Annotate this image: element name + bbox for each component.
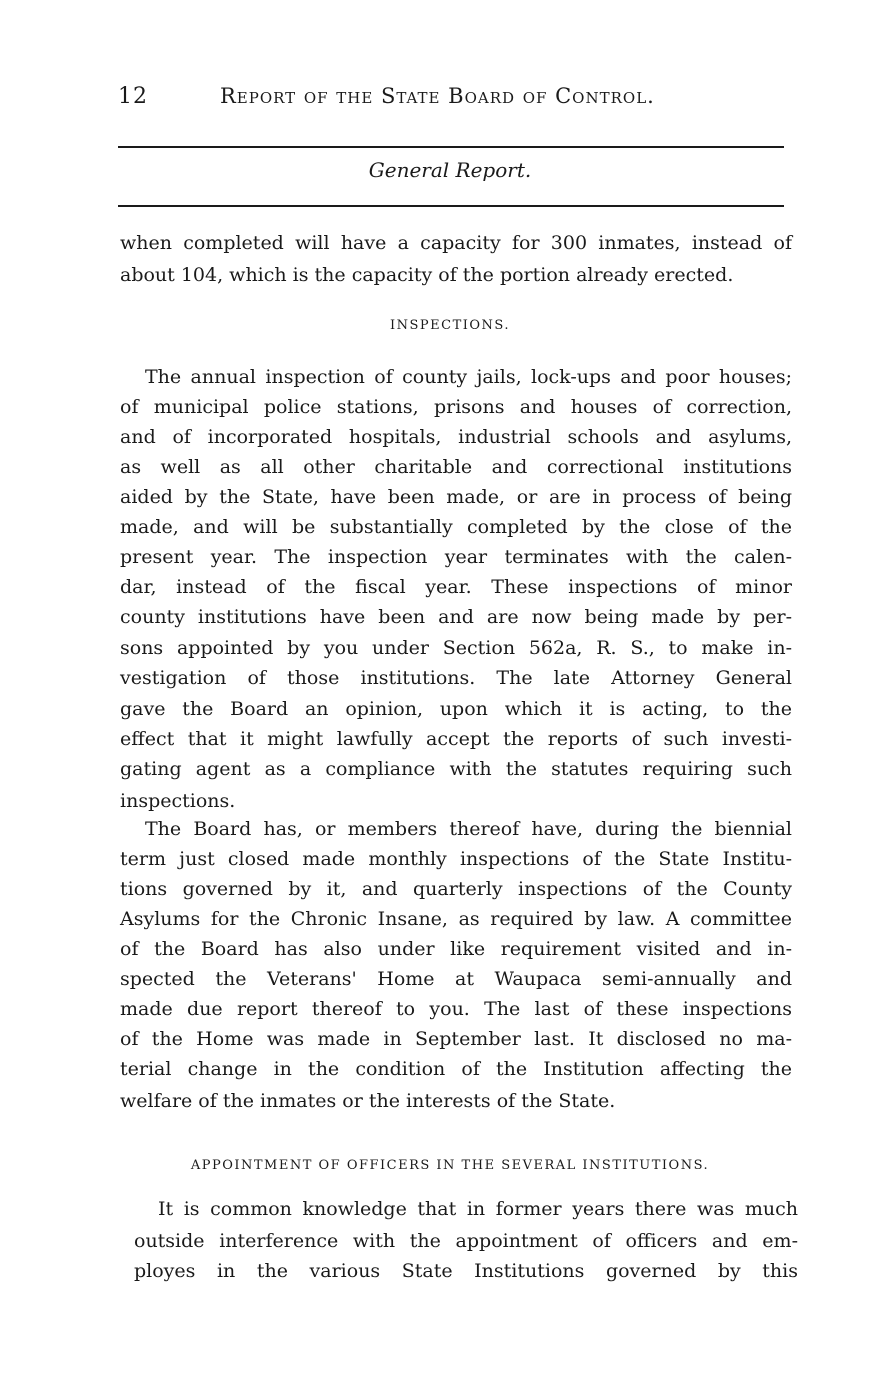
heading-appointment: APPOINTMENT OF OFFICERS IN THE SEVERAL INSTITUTIONS. (190, 1158, 710, 1173)
text-line: aided by the State, have been made, or are in process of being (120, 486, 792, 508)
text-line: of the Board has also under like requirement visited and in- (120, 938, 792, 960)
header-rule-top (118, 146, 784, 148)
text-line: outside interference with the appointment of officers and em- (134, 1230, 798, 1252)
text-line: spected the Veterans' Home at Waupaca semi-annually and (120, 968, 792, 990)
text-line: gating agent as a compliance with the statutes requiring such (120, 758, 792, 780)
heading-inspections: INSPECTIONS. (389, 318, 510, 333)
text-line: inspections. (120, 790, 236, 812)
header-rule-bottom (118, 205, 784, 207)
text-line: terial change in the condition of the Institution affecting the (120, 1058, 792, 1080)
section-title: General Report. (368, 158, 532, 182)
text-line: The annual inspection of county jails, lock-ups and poor houses; (145, 366, 792, 388)
text-line: term just closed made monthly inspections of the State Institu- (120, 848, 792, 870)
text-line: tions governed by it, and quarterly inspections of the County (120, 878, 792, 900)
text-line: county institutions have been and are now being made by per- (120, 606, 792, 628)
text-line: made, and will be substantially completed by the close of the (120, 516, 792, 538)
text-line: effect that it might lawfully accept the reports of such investi- (120, 728, 792, 750)
text-line: present year. The inspection year terminates with the calen- (120, 546, 792, 568)
text-line: vestigation of those institutions. The late Attorney General (120, 667, 792, 689)
text-line: sons appointed by you under Section 562a, R. S., to make in- (120, 637, 792, 659)
text-line: Asylums for the Chronic Insane, as required by law. A committee (120, 908, 792, 930)
text-line: dar, instead of the fiscal year. These inspections of minor (120, 576, 792, 598)
text-line: gave the Board an opinion, upon which it is acting, to the (120, 698, 792, 720)
running-head: Report of the State Board of Control. (220, 84, 655, 108)
text-line: as well as all other charitable and correctional institutions (120, 456, 792, 478)
text-line: It is common knowledge that in former years there was much (158, 1198, 798, 1220)
text-line: of municipal police stations, prisons and houses of correction, (120, 396, 792, 418)
text-line: The Board has, or members thereof have, during the biennial (145, 818, 792, 840)
page-number: 12 (118, 84, 148, 109)
text-line: of the Home was made in September last. It disclosed no ma- (120, 1028, 792, 1050)
text-line: when completed will have a capacity for 300 inmates, instead of (120, 232, 792, 254)
text-line: made due report thereof to you. The last of these inspections (120, 998, 792, 1020)
text-line: about 104, which is the capacity of the portion already erected. (120, 264, 734, 286)
text-line: welfare of the inmates or the interests of the State. (120, 1090, 616, 1112)
text-line: and of incorporated hospitals, industrial schools and asylums, (120, 426, 792, 448)
text-line: ployes in the various State Institutions governed by this (134, 1260, 798, 1282)
